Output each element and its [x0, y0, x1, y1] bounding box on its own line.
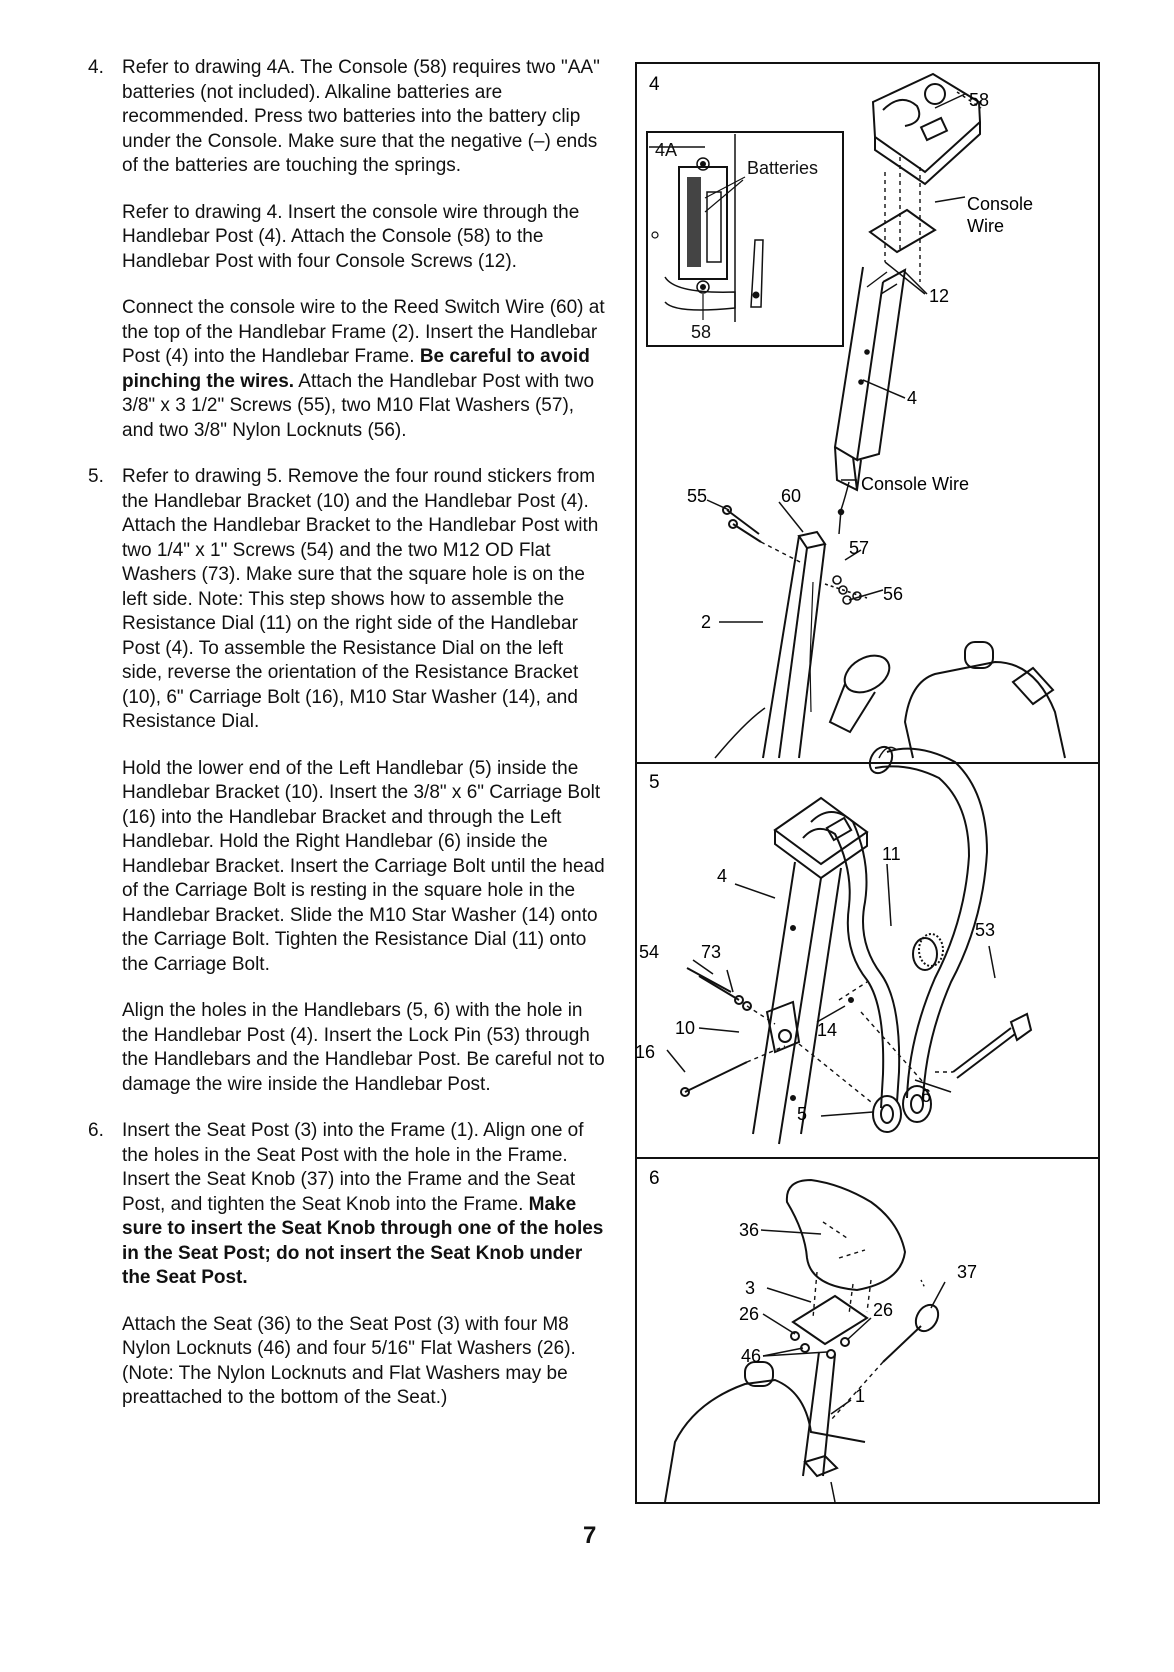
assembly-diagrams — [635, 62, 1100, 1504]
step-number: 6. — [88, 1120, 104, 1141]
seat-knob-label: 37 — [957, 1262, 978, 1282]
frame-label: 2 — [701, 612, 712, 632]
post-label: 4 — [717, 866, 728, 886]
figure-number: 6 — [649, 1168, 660, 1189]
step-6 — [88, 1119, 608, 1411]
handlebar-frame — [715, 532, 825, 758]
seat-label: 36 — [739, 1220, 760, 1240]
bracket-label: 10 — [675, 1018, 696, 1038]
washers-label: 73 — [701, 942, 722, 962]
console-wire-label-1: Console — [967, 194, 1034, 214]
star-washer-label: 14 — [817, 1020, 838, 1040]
figure-4 — [647, 74, 1065, 758]
step-text: Insert the Seat Post (3) into the Frame (1). Align one of the holes in the Seat Post with the hole in the Frame. Insert the Seat Knob (37) into the Frame and the Seat Post, and tighten the Seat Knob into the Frame. — [122, 1120, 584, 1215]
left-handlebar-label: 5 — [797, 1104, 808, 1124]
console-label: 58 — [969, 90, 990, 110]
figure-6 — [649, 1168, 977, 1502]
leader-lines — [707, 94, 965, 622]
figure-5 — [635, 743, 1031, 1144]
step-number: 5. — [88, 466, 104, 487]
nut-label: 56 — [883, 584, 904, 604]
step-text: Attach the Handlebar Post with two 3/8" x 3 1/2" Screws (55), two M10 Flat Washers (57), and two 3/8" Nylon Locknuts (56). — [122, 370, 595, 441]
console-wire-bottom-label: Console Wire — [861, 474, 970, 494]
warning-text: Make sure to insert the Seat Knob through one of the holes in the Seat Post; do not insert the Seat Knob under the Seat Post. — [122, 1193, 604, 1288]
step-paragraph: Hold the lower end of the Left Handlebar (5) inside the Handlebar Bracket (10). Insert the 3/8" x 6" Carriage Bolt (16) into the Handlebar Bracket and through the Left Handlebar. Hold the Right Handlebar (6) inside the Handlebar Bracket. Insert the Carriage Bolt until the head of the Carriage Bolt is resting in the square hole in the Handlebar Bracket. Slide the M10 Star Washer (14) onto the Carriage Bolt. Tighten the Resistance Dial (11) onto the Carriage Bolt. — [122, 757, 605, 975]
handlebar-post — [835, 267, 905, 490]
screws-label: 12 — [929, 286, 950, 306]
inset-title: 4A — [655, 140, 678, 160]
page-number: 7 — [583, 1522, 597, 1549]
inset-part-label: 58 — [691, 322, 712, 342]
washers-right-label: 26 — [873, 1300, 894, 1320]
step-number: 4. — [88, 57, 104, 78]
figure-number: 4 — [649, 74, 660, 95]
step-paragraph: Refer to drawing 4. Insert the console wire through the Handlebar Post (4). Attach the Console (58) to the Handlebar Post with four Console Screws (12). — [122, 201, 580, 272]
seat-post-label: 3 — [745, 1278, 756, 1298]
screws-label: 54 — [639, 942, 660, 962]
washer-label: 57 — [849, 538, 870, 558]
lock-pin-label: 53 — [975, 920, 996, 940]
dial-label: 11 — [882, 844, 901, 864]
step-text: Connect the console wire to the Reed Switch Wire (60) at the top of the Handlebar Frame (2). Insert the Handlebar Post (4) into the Handlebar Frame. — [122, 297, 605, 367]
frame-cover — [830, 642, 1065, 758]
step-5 — [88, 465, 608, 1097]
console-drawing — [873, 74, 981, 184]
post-label: 4 — [907, 388, 918, 408]
battery-icon — [687, 177, 701, 267]
seat-assembly — [665, 1180, 945, 1502]
step-paragraph: Attach the Seat (36) to the Seat Post (3) with four M8 Nylon Locknuts (46) and four 5/16" Flat Washers (26). (Note: The Nylon Locknuts and Flat Washers may be preattached to the bottom of the Seat.) — [122, 1313, 576, 1408]
instructions-column — [88, 56, 608, 1433]
step-paragraph — [122, 1119, 608, 1291]
figure-number: 5 — [649, 772, 660, 793]
reed-wire-label: 60 — [781, 486, 802, 506]
inset-4a — [647, 132, 843, 346]
carriage-bolt-label: 16 — [635, 1042, 656, 1062]
batteries-label: Batteries — [747, 158, 819, 178]
console-wire-label-2: Wire — [967, 216, 1004, 236]
warning-text: Be careful to avoid pinching the wires. — [122, 346, 590, 392]
washers-left-label: 26 — [739, 1304, 760, 1324]
nuts-56-57 — [825, 576, 867, 604]
step-paragraph: Align the holes in the Handlebars (5, 6) with the hole in the Handlebar Post (4). Insert the Lock Pin (53) through the Handlebars and the Handlebar Post. Be careful not to damage the wire inside the Handlebar Post. — [122, 1000, 605, 1095]
handlebar-assembly — [681, 743, 1031, 1144]
leader-lines — [667, 864, 995, 1116]
locknuts-label: 46 — [741, 1346, 762, 1366]
right-handlebar-label: 6 — [921, 1086, 932, 1106]
step-4 — [88, 56, 608, 443]
step-paragraph — [122, 296, 608, 443]
frame-label: 1 — [855, 1386, 866, 1406]
mount-plate — [870, 157, 935, 282]
step-paragraph: Refer to drawing 5. Remove the four round stickers from the Handlebar Bracket (10) and the Handlebar Post (4). Attach the Handlebar Bracket to the Handlebar Post with two 1/4" x 1" Screws (54) and the two M12 OD Flat Washers (73). Make sure that the square hole is on the left side. Note: This step shows how to assemble the Resistance Dial (11) on the right side of the Handlebar Post (4). To assemble the Resistance Dial on the left side, reverse the orientation of the Resistance Bracket (10), 6" Carriage Bolt (16), M10 Star Washer (14), and Resistance Dial. — [122, 466, 599, 732]
bolt-label: 55 — [687, 486, 708, 506]
step-paragraph: Refer to drawing 4A. The Console (58) requires two "AA" batteries (not included). Alkaline batteries are recommended. Press two batteries into the battery clip under the Console. Make sure that the negative (–) ends of the batteries are touching the springs. — [122, 57, 600, 176]
